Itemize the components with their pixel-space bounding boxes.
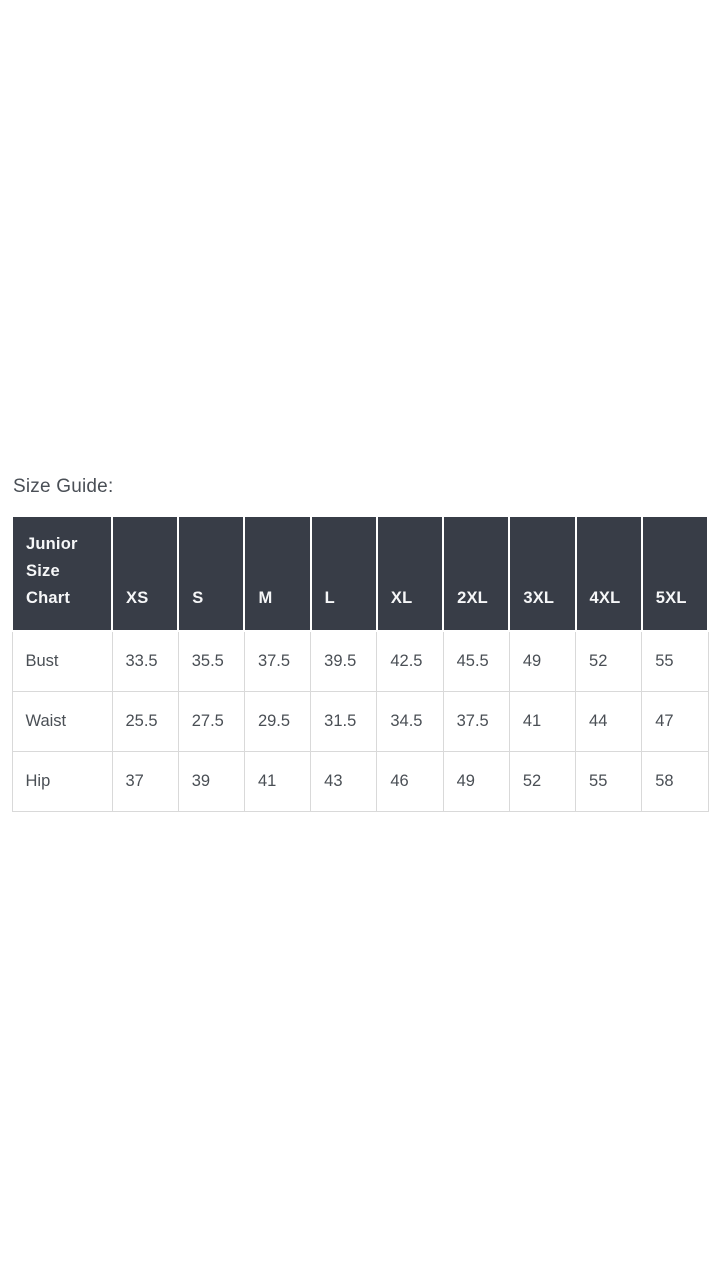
header-cell-corner: Junior Size Chart (12, 516, 112, 631)
table-row-bust (12, 631, 708, 692)
measurement-cell: 25.5 (112, 692, 178, 752)
measurement-cell: 42.5 (377, 631, 443, 692)
size-guide-table (11, 515, 709, 812)
size-guide-heading: Size Guide: (13, 476, 114, 497)
measurement-cell: 45.5 (443, 631, 509, 692)
header-cell-s: S (178, 516, 244, 631)
row-label-bust: Bust (12, 631, 112, 692)
header-cell-xs: XS (112, 516, 178, 631)
table-row-hip (12, 752, 708, 812)
size-guide-section (11, 476, 709, 812)
measurement-cell: 37.5 (244, 631, 310, 692)
measurement-cell: 39 (178, 752, 244, 812)
measurement-cell: 49 (443, 752, 509, 812)
measurement-cell: 55 (642, 631, 708, 692)
row-label-hip: Hip (12, 752, 112, 812)
header-cell-2xl: 2XL (443, 516, 509, 631)
row-label-waist: Waist (12, 692, 112, 752)
measurement-cell: 35.5 (178, 631, 244, 692)
measurement-cell: 37 (112, 752, 178, 812)
header-cell-l: L (311, 516, 377, 631)
measurement-cell: 44 (576, 692, 642, 752)
header-cell-3xl: 3XL (509, 516, 575, 631)
measurement-cell: 52 (509, 752, 575, 812)
header-cell-5xl: 5XL (642, 516, 708, 631)
header-cell-m: M (244, 516, 310, 631)
measurement-cell: 41 (509, 692, 575, 752)
measurement-cell: 39.5 (311, 631, 377, 692)
measurement-cell: 52 (576, 631, 642, 692)
measurement-cell: 27.5 (178, 692, 244, 752)
measurement-cell: 37.5 (443, 692, 509, 752)
table-row-waist (12, 692, 708, 752)
measurement-cell: 58 (642, 752, 708, 812)
measurement-cell: 47 (642, 692, 708, 752)
header-cell-4xl: 4XL (576, 516, 642, 631)
measurement-cell: 33.5 (112, 631, 178, 692)
measurement-cell: 49 (509, 631, 575, 692)
measurement-cell: 55 (576, 752, 642, 812)
measurement-cell: 34.5 (377, 692, 443, 752)
measurement-cell: 43 (311, 752, 377, 812)
table-header-row (12, 516, 708, 631)
measurement-cell: 31.5 (311, 692, 377, 752)
measurement-cell: 29.5 (244, 692, 310, 752)
header-cell-xl: XL (377, 516, 443, 631)
measurement-cell: 41 (244, 752, 310, 812)
measurement-cell: 46 (377, 752, 443, 812)
